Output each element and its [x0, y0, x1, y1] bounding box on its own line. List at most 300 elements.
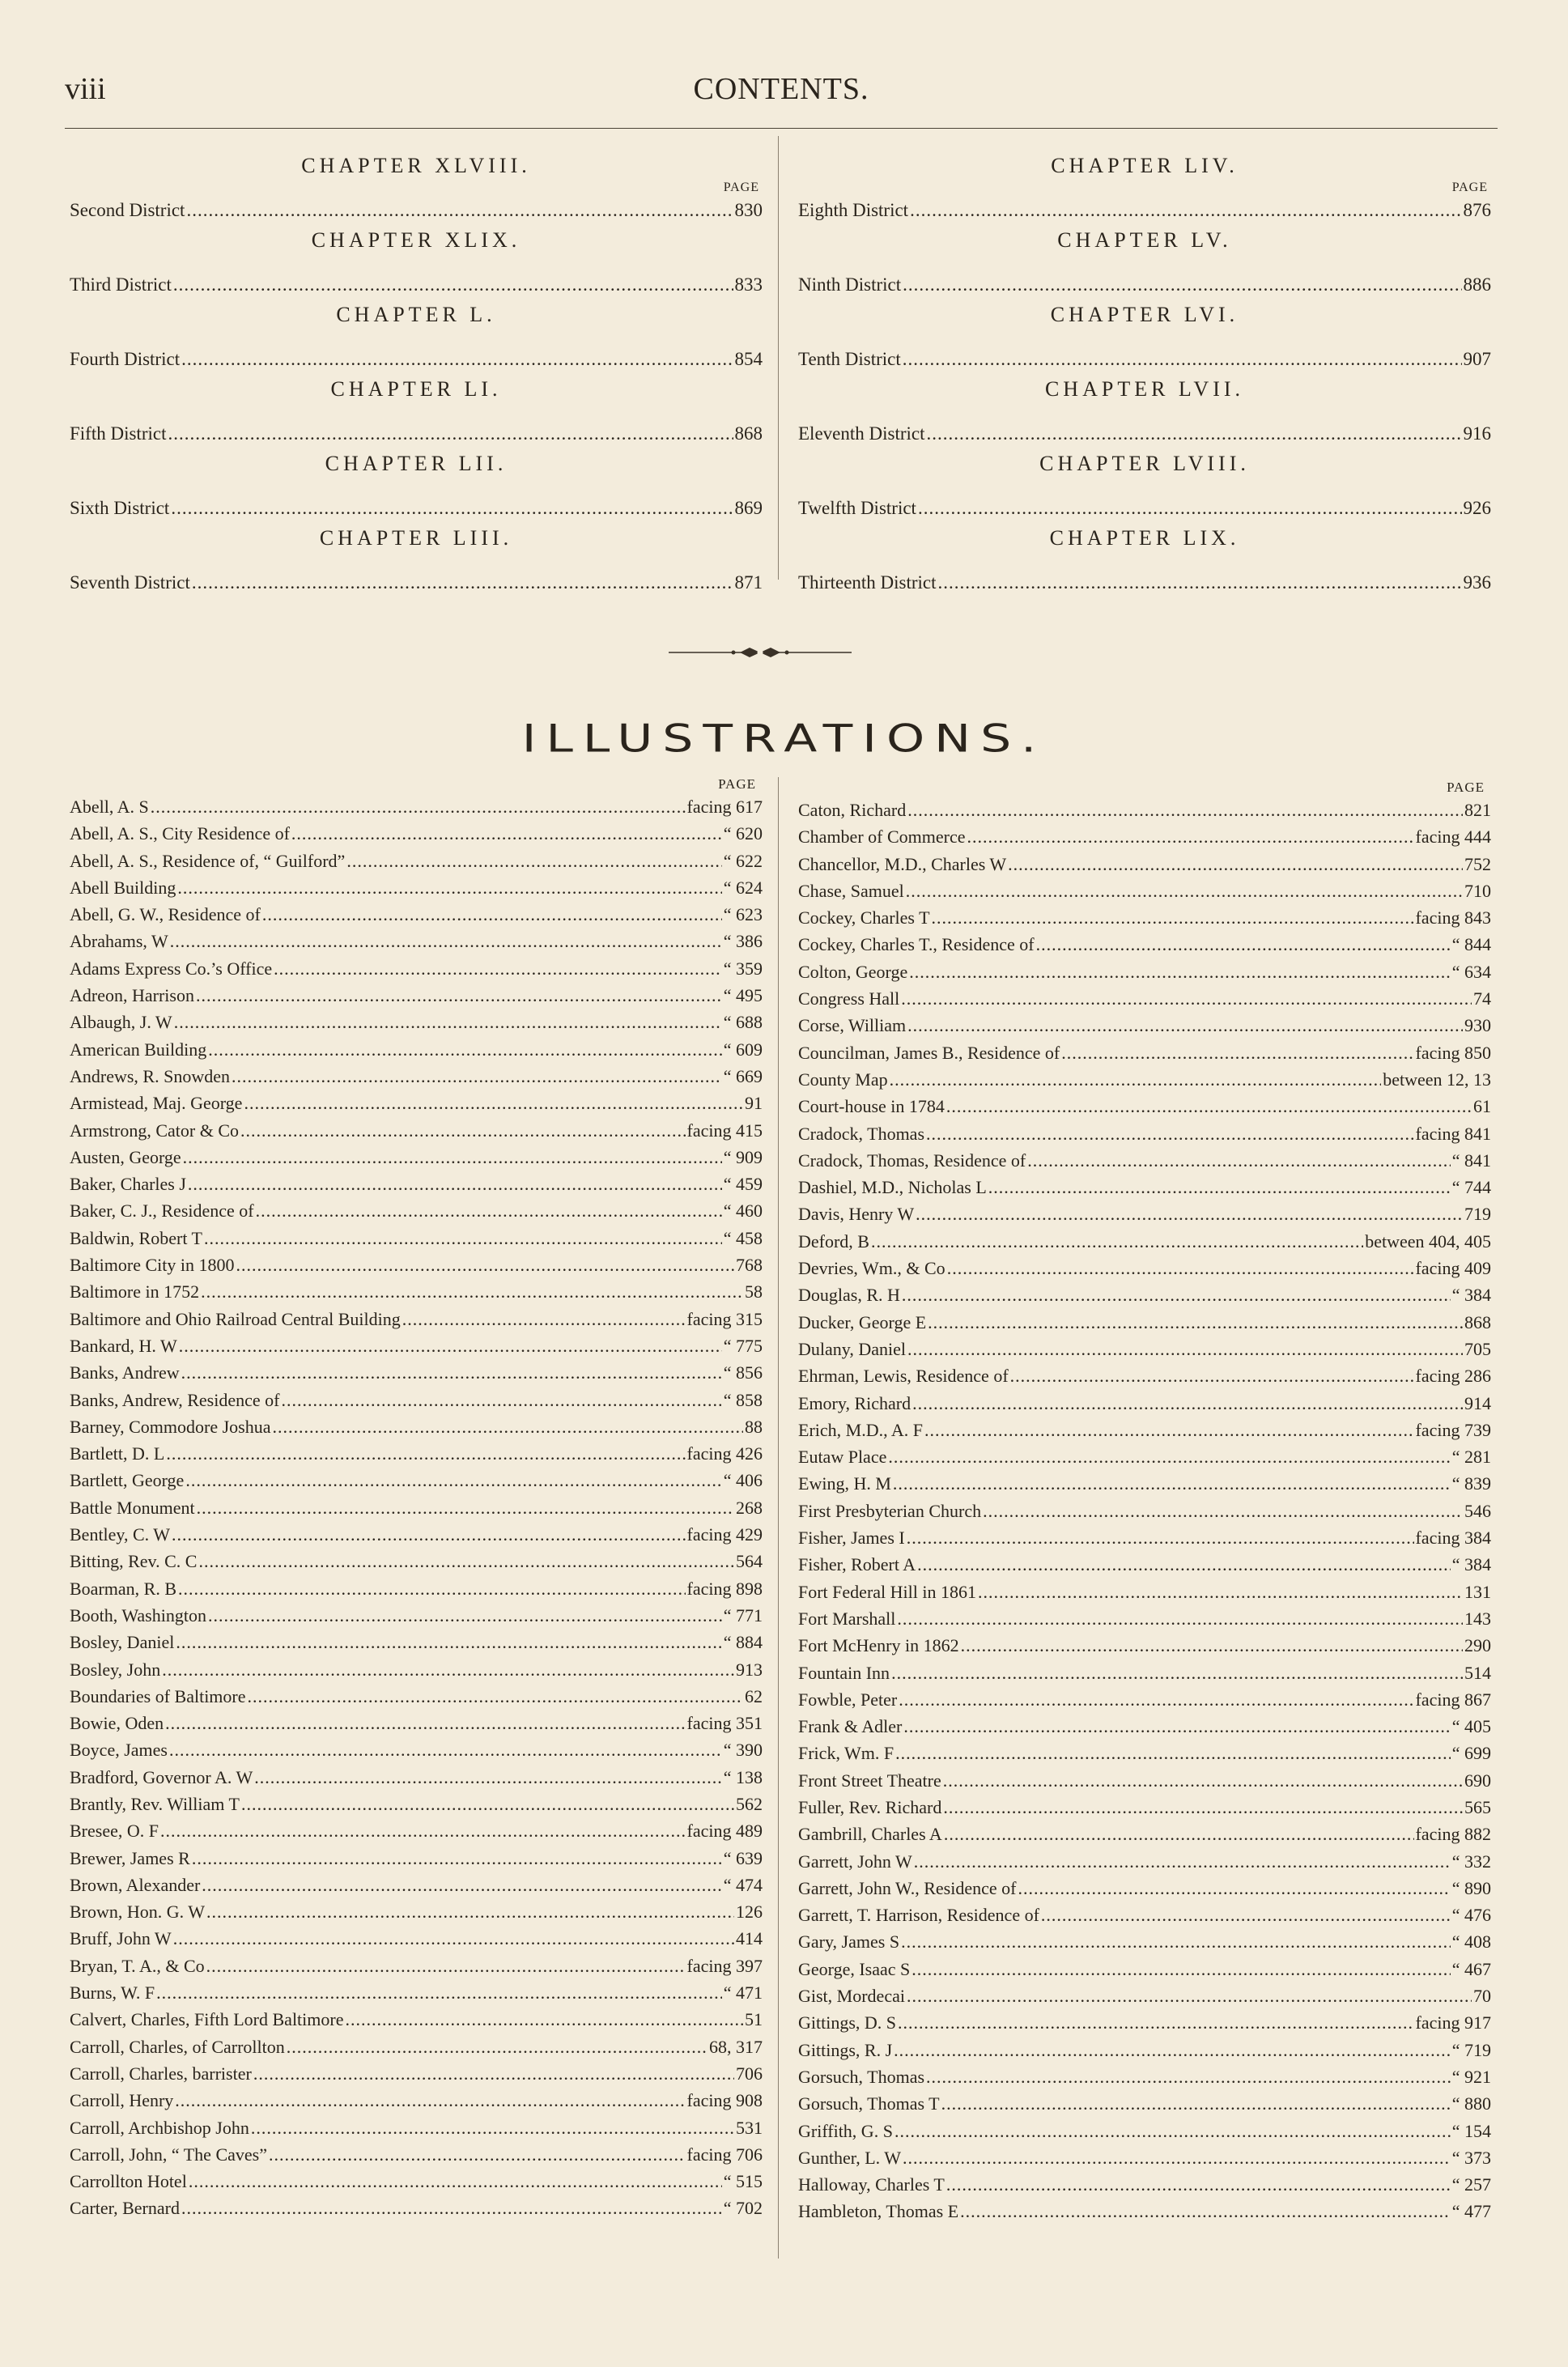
illustration-entry	[70, 1494, 763, 1521]
illustration-name: Gist, Mordecai	[798, 1986, 905, 2007]
leader-dots	[909, 958, 1450, 985]
leader-dots	[946, 2171, 1451, 2198]
illustration-name: Douglas, R. H	[798, 1285, 900, 1306]
illustration-name: Baker, C. J., Residence of	[70, 1200, 254, 1222]
illustration-entry	[798, 1821, 1491, 1847]
chapter-heading: CHAPTER LVI.	[1050, 303, 1239, 326]
illustration-entry	[70, 1764, 763, 1791]
illustration-entry	[798, 1362, 1491, 1389]
illustration-entry	[798, 1659, 1491, 1686]
leader-dots	[287, 2033, 708, 2060]
entry-page: 926	[1463, 498, 1491, 518]
illustration-entry	[70, 1332, 763, 1359]
leader-dots	[169, 1736, 722, 1763]
illustration-name: Carroll, Archbishop John	[70, 2117, 249, 2138]
leader-dots	[179, 1332, 722, 1359]
illustration-entry	[70, 1117, 763, 1144]
illustration-name: Councilman, James B., Residence of	[798, 1042, 1060, 1063]
illustration-entry	[70, 2087, 763, 2114]
illustration-page: 68, 317	[709, 2036, 763, 2057]
illustration-name: Burns, W. F	[70, 1982, 155, 2004]
leader-dots	[895, 1740, 1451, 1766]
leader-dots	[173, 1925, 734, 1952]
illustration-name: Cockey, Charles T., Residence of	[798, 934, 1035, 955]
illustration-page: 565	[1464, 1796, 1491, 1817]
illustration-name: Boundaries of Baltimore	[70, 1685, 246, 1706]
illustration-name: Carrollton Hotel	[70, 2171, 187, 2192]
illustration-entry	[70, 1925, 763, 1952]
leader-dots	[926, 2063, 1451, 2090]
illustration-entry	[70, 1251, 763, 1278]
illustration-entry	[798, 1255, 1491, 1281]
leader-dots	[960, 2198, 1451, 2225]
illustration-entry	[70, 955, 763, 982]
leader-dots	[894, 2118, 1451, 2144]
illustration-name: Congress Hall	[798, 988, 900, 1009]
leader-dots	[914, 1848, 1451, 1875]
illustrations-heading: ILLUSTRATIONS.	[521, 716, 1047, 762]
illustration-entry	[798, 2198, 1491, 2225]
leader-dots	[1008, 851, 1463, 878]
illustration-name: Armistead, Maj. George	[70, 1093, 243, 1114]
illustration-page: “ 839	[1451, 1473, 1491, 1494]
illustration-page: “ 495	[723, 985, 763, 1006]
leader-dots	[917, 1551, 1451, 1578]
illustration-name: Boyce, James	[70, 1740, 168, 1761]
illustration-page: “ 467	[1451, 1958, 1491, 1979]
illustration-entry	[798, 931, 1491, 958]
illustration-name: County Map	[798, 1069, 888, 1090]
chapter-heading: CHAPTER LIV.	[1051, 154, 1239, 177]
illustration-entry	[70, 793, 763, 820]
illustration-name: Baldwin, Robert T	[70, 1227, 202, 1248]
leader-dots	[961, 1632, 1463, 1659]
illustration-name: Gambrill, Charles A	[798, 1824, 942, 1845]
entry-page: 916	[1463, 423, 1491, 444]
chapter-heading: CHAPTER LV.	[1057, 228, 1232, 252]
leader-dots	[198, 1548, 734, 1574]
chapter-heading: CHAPTER LII.	[325, 452, 508, 475]
illustration-entry	[70, 820, 763, 847]
leader-dots	[248, 1683, 743, 1710]
leader-dots	[166, 1440, 685, 1467]
illustration-page: “ 884	[723, 1632, 763, 1653]
header-rule	[65, 128, 1498, 129]
leader-dots	[269, 2141, 686, 2168]
illustration-page: “ 623	[723, 904, 763, 925]
leader-dots	[871, 1228, 1363, 1255]
illustration-entry	[798, 1174, 1491, 1200]
illustration-name: Brewer, James R	[70, 1847, 190, 1868]
illustration-name: Carter, Bernard	[70, 2198, 180, 2219]
illustration-page: facing 397	[686, 1955, 763, 1976]
illustration-name: Gary, James S	[798, 1931, 900, 1953]
leader-dots	[181, 1359, 722, 1386]
illustration-page: facing 429	[686, 1524, 763, 1545]
illustration-page: 690	[1464, 1770, 1491, 1791]
illustration-name: Garrett, T. Harrison, Residence of	[798, 1905, 1039, 1926]
leader-dots	[176, 1629, 721, 1655]
illustration-name: Austen, George	[70, 1146, 181, 1167]
illustration-entry	[798, 1443, 1491, 1470]
illustration-page: “ 880	[1451, 2093, 1491, 2114]
illustration-entry	[798, 2090, 1491, 2117]
leader-dots	[173, 270, 733, 300]
leader-dots	[899, 1686, 1413, 1713]
illustration-name: First Presbyterian Church	[798, 1500, 982, 1521]
leader-dots	[402, 1306, 686, 1332]
leader-dots	[907, 797, 1463, 823]
illustration-name: Emory, Richard	[798, 1392, 911, 1413]
illustration-entry	[798, 958, 1491, 985]
illustration-entry	[798, 1794, 1491, 1821]
illustration-page: facing 739	[1415, 1419, 1491, 1440]
illustration-name: Abell, A. S., City Residence of	[70, 823, 290, 844]
illustration-name: Adams Express Co.’s Office	[70, 958, 273, 979]
illustration-name: Fisher, James I	[798, 1528, 905, 1549]
illustration-page: “ 257	[1451, 2174, 1491, 2195]
illustration-name: Bosley, John	[70, 1659, 161, 1680]
illustration-name: Abell, G. W., Residence of	[70, 904, 261, 925]
illustration-entry	[798, 1956, 1491, 1982]
illustration-name: Baltimore City in 1800	[70, 1255, 235, 1276]
illustration-page: 531	[736, 2117, 763, 2138]
chapter-heading: CHAPTER LVII.	[1044, 377, 1245, 401]
illustration-page: “ 624	[723, 877, 763, 898]
illustration-entry	[798, 2144, 1491, 2171]
illustration-name: Eutaw Place	[798, 1447, 887, 1468]
leader-dots	[1036, 931, 1451, 958]
leader-dots	[291, 820, 722, 847]
illustration-page: facing 706	[686, 2144, 763, 2165]
entry-title: Tenth District	[798, 349, 901, 369]
illustration-page: “ 744	[1451, 1177, 1491, 1198]
illustration-name: Carroll, John, “ The Caves”	[70, 2144, 267, 2165]
illustration-entry	[70, 1710, 763, 1736]
illustration-page: 61	[1473, 1096, 1491, 1117]
leader-dots	[1010, 1362, 1414, 1389]
illustration-name: Baltimore in 1752	[70, 1281, 200, 1302]
leader-dots	[175, 2087, 685, 2114]
leader-dots	[928, 1309, 1463, 1336]
illustration-name: Banks, Andrew, Residence of	[70, 1389, 280, 1410]
leader-dots	[918, 493, 1462, 523]
illustration-entry	[798, 985, 1491, 1012]
illustration-entry	[798, 904, 1491, 931]
illustration-page: “ 476	[1451, 1905, 1491, 1926]
leader-dots	[926, 1120, 1414, 1147]
contents-entry	[70, 493, 763, 523]
chapter-heading: CHAPTER LI.	[330, 377, 502, 401]
illustration-name: Battle Monument	[70, 1497, 195, 1518]
illustration-page: “ 841	[1451, 1150, 1491, 1171]
entry-title: Second District	[70, 200, 185, 220]
leader-dots	[151, 793, 686, 820]
illustration-name: Frank & Adler	[798, 1716, 903, 1737]
illustration-entry	[798, 1228, 1491, 1255]
leader-dots	[192, 567, 733, 597]
illustration-entry	[798, 2009, 1491, 2036]
leader-dots	[178, 1575, 686, 1602]
leader-dots	[240, 1117, 686, 1144]
illustration-entry	[798, 823, 1491, 850]
illustration-name: Davis, Henry W	[798, 1204, 915, 1225]
illustration-page: “ 281	[1451, 1447, 1491, 1468]
illustration-page: “ 620	[723, 823, 763, 844]
contents-entry	[798, 567, 1491, 597]
illustration-entry	[798, 1281, 1491, 1308]
illustration-name: Abell, A. S	[70, 797, 149, 817]
illustration-page: “ 688	[723, 1012, 763, 1033]
leader-dots	[946, 1093, 1472, 1120]
illustration-page: 930	[1464, 1015, 1491, 1036]
illustration-name: Boarman, R. B	[70, 1578, 176, 1599]
illustration-page: “ 408	[1451, 1931, 1491, 1953]
leader-dots	[901, 985, 1472, 1012]
leader-dots	[1027, 1147, 1450, 1174]
illustration-entry	[798, 1417, 1491, 1443]
chapter-heading: CHAPTER L.	[336, 303, 496, 326]
entry-page: 886	[1463, 274, 1491, 295]
illustration-name: Bartlett, George	[70, 1470, 185, 1491]
illustration-page: “ 909	[723, 1146, 763, 1167]
illustration-name: Andrews, R. Snowden	[70, 1065, 230, 1086]
page-header	[65, 71, 1498, 112]
illustration-page: “ 921	[1451, 2066, 1491, 2087]
illustration-entry	[70, 1144, 763, 1171]
leader-dots	[188, 1171, 722, 1197]
illustration-entry	[798, 851, 1491, 878]
entry-title: Seventh District	[70, 572, 190, 593]
illustration-entry	[70, 1736, 763, 1763]
illustration-name: Deford, B	[798, 1230, 869, 1251]
illustration-page: 131	[1464, 1581, 1491, 1602]
leader-dots	[346, 848, 721, 874]
illustration-entry	[70, 1656, 763, 1683]
leader-dots	[898, 2009, 1414, 2036]
leader-dots	[186, 195, 733, 225]
page-number: viii	[65, 72, 106, 106]
illustration-entry	[70, 1090, 763, 1116]
leader-dots	[907, 1336, 1463, 1362]
leader-dots	[903, 2144, 1451, 2171]
illustration-entry	[70, 2006, 763, 2033]
illustration-name: Bowie, Oden	[70, 1713, 164, 1734]
illustration-page: “ 856	[723, 1362, 763, 1383]
leader-dots	[1018, 1875, 1450, 1902]
illustration-name: Corse, William	[798, 1015, 907, 1036]
leader-dots	[903, 1713, 1450, 1740]
illustration-name: Bradford, Governor A. W	[70, 1766, 253, 1787]
leader-dots	[988, 1174, 1451, 1200]
leader-dots	[938, 567, 1462, 597]
illustration-entry	[70, 1197, 763, 1224]
illustration-name: Fort Marshall	[798, 1608, 896, 1629]
illustrations-right-column	[798, 779, 1491, 2225]
illustration-entry	[798, 1875, 1491, 1902]
illustration-page: 705	[1464, 1338, 1491, 1359]
illustration-name: Bryan, T. A., & Co	[70, 1955, 205, 1976]
illustration-entry	[70, 1359, 763, 1386]
leader-dots	[916, 1200, 1463, 1227]
illustration-entry	[70, 1521, 763, 1548]
section-ornament	[669, 643, 852, 662]
illustration-page: 268	[736, 1497, 763, 1518]
illustration-name: Dulany, Daniel	[798, 1338, 906, 1359]
contents-entry	[70, 419, 763, 448]
illustration-page: 546	[1464, 1500, 1491, 1521]
illustration-page: “ 154	[1451, 2120, 1491, 2141]
illustration-entry	[798, 1498, 1491, 1524]
entry-title: Sixth District	[70, 498, 170, 518]
illustration-page: 868	[1464, 1311, 1491, 1332]
illustration-name: Erich, M.D., A. F	[798, 1419, 923, 1440]
illustration-entry	[798, 1012, 1491, 1039]
contents-entry	[70, 567, 763, 597]
illustration-page: facing 489	[686, 1821, 763, 1842]
illustration-entry	[70, 2033, 763, 2060]
illustration-page: 290	[1464, 1635, 1491, 1656]
illustration-name: Adreon, Harrison	[70, 985, 194, 1006]
illustration-entry	[798, 797, 1491, 823]
leader-dots	[967, 823, 1414, 850]
illustration-entry	[798, 2063, 1491, 2090]
illustration-page: 514	[1464, 1662, 1491, 1683]
illustration-name: Bruff, John W	[70, 1928, 172, 1949]
illustration-name: Garrett, John W	[798, 1851, 912, 1872]
contents-entry	[798, 493, 1491, 523]
illustration-name: Barney, Commodore Joshua	[70, 1416, 271, 1437]
illustration-page: 91	[745, 1093, 763, 1114]
illustration-name: Bresee, O. F	[70, 1821, 159, 1842]
illustration-entry	[70, 2060, 763, 2087]
illustration-entry	[70, 874, 763, 901]
illustration-name: Halloway, Charles T	[798, 2174, 945, 2195]
illustration-page: “ 890	[1451, 1877, 1491, 1898]
leader-dots	[274, 955, 722, 982]
illustration-name: Garrett, John W., Residence of	[798, 1877, 1017, 1898]
contents-entry	[70, 195, 763, 225]
illustration-entry	[798, 1200, 1491, 1227]
leader-dots	[174, 1009, 722, 1035]
illustration-page: 752	[1464, 853, 1491, 874]
leader-dots	[903, 344, 1462, 374]
leader-dots	[927, 419, 1462, 448]
leader-dots	[944, 1821, 1414, 1847]
leader-dots	[903, 270, 1461, 300]
illustration-entry	[70, 2141, 763, 2168]
leader-dots	[894, 2037, 1451, 2063]
illustration-entry	[798, 2171, 1491, 2198]
entry-title: Eighth District	[798, 200, 909, 220]
illustration-entry	[798, 1848, 1491, 1875]
illustration-page: facing 351	[686, 1713, 763, 1734]
illustration-page: “ 332	[1451, 1851, 1491, 1872]
illustration-page: facing 850	[1415, 1042, 1491, 1063]
illustration-entry	[798, 1551, 1491, 1578]
illustration-entry	[70, 1467, 763, 1494]
illustration-entry	[798, 1928, 1491, 1955]
illustration-name: Gittings, D. S	[798, 2012, 897, 2033]
illustration-page: facing 444	[1415, 827, 1491, 848]
illustration-page: 719	[1464, 1204, 1491, 1225]
leader-dots	[943, 1767, 1463, 1794]
entry-title: Eleventh District	[798, 423, 925, 444]
contents-entry	[798, 344, 1491, 374]
leader-dots	[907, 1524, 1414, 1551]
illustration-page: 562	[736, 1793, 763, 1814]
illustration-name: Colton, George	[798, 961, 908, 982]
illustration-page: “ 515	[723, 2171, 763, 2192]
illustration-name: Fisher, Robert A	[798, 1554, 916, 1575]
illustration-entry	[70, 901, 763, 928]
illustration-page: “ 771	[723, 1604, 763, 1625]
illustration-name: Brantly, Rev. William T	[70, 1793, 240, 1814]
illustration-page: facing 898	[686, 1578, 763, 1599]
leader-dots	[244, 1090, 743, 1116]
leader-dots	[253, 2060, 734, 2087]
leader-dots	[891, 1659, 1463, 1686]
leader-dots	[902, 1281, 1451, 1308]
illustration-entry	[798, 1686, 1491, 1713]
leader-dots	[236, 1251, 735, 1278]
entry-page: 830	[734, 200, 763, 220]
leader-dots	[943, 1794, 1463, 1821]
illustration-entry	[70, 2168, 763, 2195]
chapter-heading: CHAPTER XLVIII.	[301, 154, 531, 177]
illustration-page: “ 858	[723, 1389, 763, 1410]
illustration-page: facing 917	[1415, 2012, 1491, 2033]
illustration-entry	[798, 2118, 1491, 2144]
illustration-entry	[70, 1845, 763, 1872]
illustration-page: 768	[736, 1255, 763, 1276]
illustration-name: Ducker, George E	[798, 1311, 927, 1332]
illustration-page: “ 699	[1451, 1743, 1491, 1764]
illustration-page: “ 477	[1451, 2201, 1491, 2222]
page-column-label: PAGE	[723, 181, 759, 194]
illustration-page: facing 409	[1415, 1258, 1491, 1279]
contents-entry	[70, 270, 763, 300]
illustration-entry	[798, 1740, 1491, 1766]
leader-dots	[1041, 1902, 1451, 1928]
leader-dots	[251, 2114, 734, 2141]
illustration-name: Armstrong, Cator & Co	[70, 1120, 239, 1141]
entry-page: 854	[734, 349, 763, 369]
leader-dots	[897, 1605, 1463, 1632]
illustration-name: Fowble, Peter	[798, 1689, 898, 1710]
illustration-name: Calvert, Charles, Fifth Lord Baltimore	[70, 2009, 344, 2030]
illustration-entry	[798, 1982, 1491, 2009]
illustration-page: “ 844	[1451, 934, 1491, 955]
illustration-page: facing 843	[1415, 907, 1491, 929]
illustration-page: 126	[736, 1902, 763, 1923]
illustration-page: between 12, 13	[1383, 1069, 1491, 1090]
entry-page: 869	[734, 498, 763, 518]
illustration-page: facing 908	[686, 2090, 763, 2111]
contents-entry	[70, 344, 763, 374]
illustration-name: American Building	[70, 1039, 207, 1060]
illustration-name: Bartlett, D. L	[70, 1443, 165, 1464]
illustration-entry	[798, 1713, 1491, 1740]
illustration-page: “ 373	[1451, 2147, 1491, 2168]
leader-dots	[911, 1956, 1450, 1982]
entry-title: Twelfth District	[798, 498, 916, 518]
illustration-name: Chase, Samuel	[798, 880, 904, 901]
page-column-label: PAGE	[1451, 181, 1488, 194]
illustration-page: “ 384	[1451, 1285, 1491, 1306]
contents-left-column	[70, 151, 763, 597]
illustration-entry	[70, 1817, 763, 1844]
